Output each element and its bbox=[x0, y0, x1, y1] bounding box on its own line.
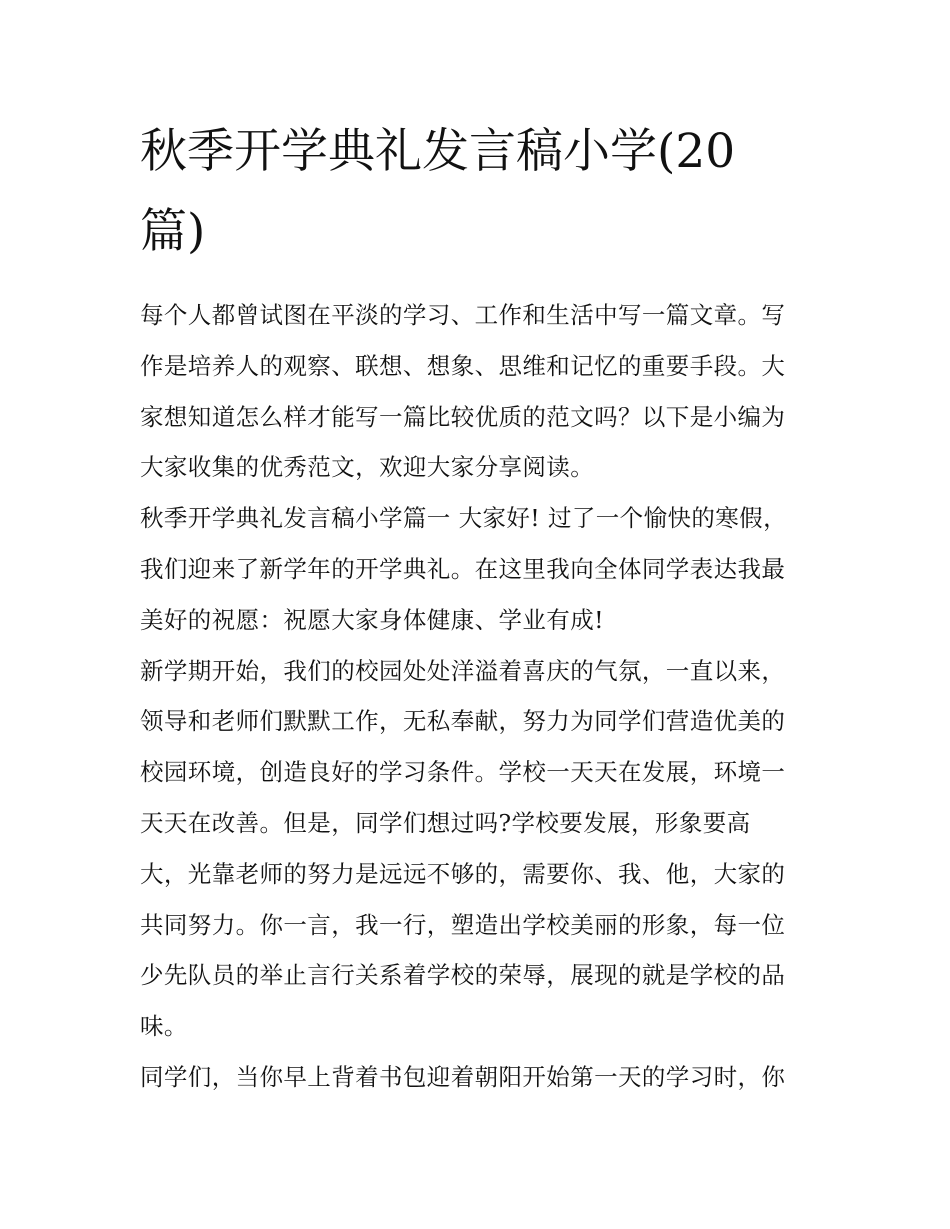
text-line: 大，光靠老师的努力是远远不够的，需要你、我、他，大家的 bbox=[140, 859, 786, 888]
document-body bbox=[140, 290, 816, 1103]
paragraph-greeting bbox=[140, 493, 816, 645]
text-line: 每个人都曾试图在平淡的学习、工作和生活中写一篇文章。写 bbox=[140, 301, 786, 329]
title-line: 秋季开学典礼发言稿小学(20 bbox=[140, 124, 736, 179]
paragraph-intro bbox=[140, 290, 816, 493]
text-line: 秋季开学典礼发言稿小学篇一 大家好! 过了一个愉快的寒假， bbox=[140, 504, 787, 533]
paragraph-campus bbox=[140, 646, 816, 1052]
text-line: 校园环境，创造良好的学习条件。学校一天天在发展，环境一 bbox=[140, 758, 786, 787]
text-line: 共同努力。你一言，我一行，塑造出学校美丽的形象，每一位 bbox=[140, 910, 786, 939]
document-title bbox=[140, 112, 816, 272]
title-line: 篇) bbox=[140, 204, 206, 259]
text-line: 领导和老师们默默工作，无私奉献，努力为同学们营造优美的 bbox=[140, 707, 786, 736]
text-line: 我们迎来了新学年的开学典礼。在这里我向全体同学表达我最 bbox=[140, 554, 786, 583]
text-line: 天天在改善。但是，同学们想过吗?学校要发展，形象要高 bbox=[140, 808, 751, 837]
text-line: 大家收集的优秀范文，欢迎大家分享阅读。 bbox=[140, 453, 595, 482]
text-line: 作是培养人的观察、联想、想象、思维和记忆的重要手段。大 bbox=[140, 351, 786, 380]
text-line: 味。 bbox=[140, 1012, 188, 1041]
text-line: 新学期开始，我们的校园处处洋溢着喜庆的气氛，一直以来， bbox=[140, 656, 786, 685]
paragraph-morning bbox=[140, 1052, 816, 1103]
text-line: 美好的祝愿：祝愿大家身体健康、学业有成! bbox=[140, 605, 604, 634]
document-content bbox=[140, 112, 816, 1103]
text-line: 少先队员的举止言行关系着学校的荣辱，展现的就是学校的品 bbox=[140, 961, 786, 990]
text-line: 同学们，当你早上背着书包迎着朝阳开始第一天的学习时，你 bbox=[140, 1062, 786, 1091]
text-line: 家想知道怎么样才能写一篇比较优质的范文吗？以下是小编为 bbox=[140, 402, 786, 431]
